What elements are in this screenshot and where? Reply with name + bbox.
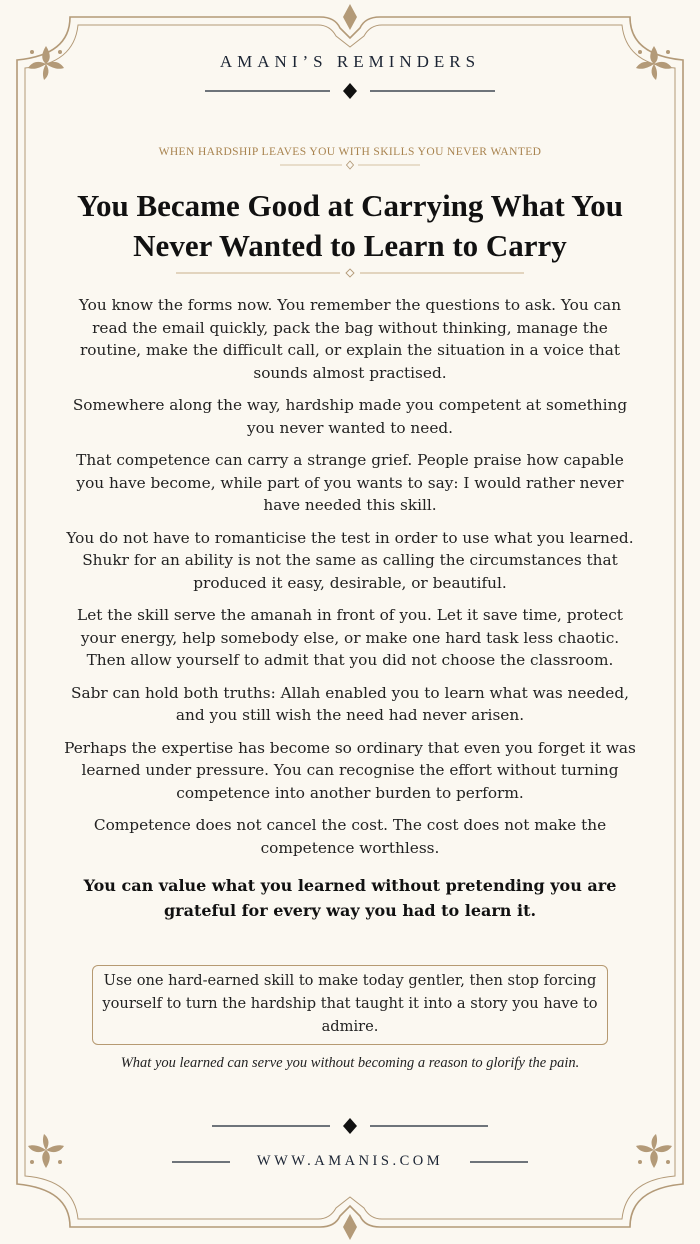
- bottom-diamond-icon: [343, 1214, 357, 1240]
- kicker-diamond-icon: [347, 161, 354, 169]
- website-url: WWW.AMANIS.COM: [256, 1153, 444, 1169]
- emphasis-statement: You can value what you learned without pretending you are grateful for every way you had to learn it.: [83, 876, 617, 920]
- title-diamond-icon: [346, 269, 354, 277]
- header-diamond-icon: [343, 83, 357, 99]
- paragraph: Somewhere along the way, hardship made you competent at something you never wanted to need.: [72, 396, 628, 437]
- brand-title: AMANI’S REMINDERS: [219, 52, 481, 71]
- paragraph: Let the skill serve the amanah in front of you. Let it save time, protect your energy, help somebody else, or make one hard task less chaotic. Then allow yourself to admit that you did not choose the classroom.: [77, 606, 623, 669]
- top-diamond-icon: [343, 4, 357, 30]
- kicker-subtitle: WHEN HARDSHIP LEAVES YOU WITH SKILLS YOU NEVER WANTED: [158, 146, 542, 158]
- page-title: You Became Good at Carrying What You Never Wanted to Learn to Carry: [77, 188, 623, 263]
- paragraph: Perhaps the expertise has become so ordinary that even you forget it was learned under pressure. You can recognise the effort without turning competence into another burden to perform.: [64, 738, 636, 802]
- paragraph: Sabr can hold both truths: Allah enabled you to learn what was needed, and you still wish the need had never arisen.: [70, 683, 630, 724]
- paragraph: You do not have to romanticise the test in order to use what you learned. Shukr for an ability is not the same as calling the circumstances that produced it easy, desirable, or beautiful.: [66, 528, 634, 592]
- paragraph: That competence can carry a strange grief. People praise how capable you have become, while part of you wants to say: I would rather never have needed this skill.: [76, 451, 624, 514]
- paragraph: Competence does not cancel the cost. The cost does not make the competence worthless.: [93, 816, 607, 857]
- body-text: [62, 294, 638, 933]
- closing-line: What you learned can serve you without becoming a reason to glorify the pain.: [120, 1055, 580, 1071]
- action-box: Use one hard-earned skill to make today gentler, then stop forcing yourself to turn the hardship that taught it into a story you have to admire.: [92, 965, 608, 1045]
- footer-diamond-icon: [343, 1118, 357, 1134]
- paragraph: You know the forms now. You remember the questions to ask. You can read the email quickly, pack the bag without thinking, manage the routine, make the difficult call, or explain the situation in a voice that sounds almost practised.: [78, 296, 622, 382]
